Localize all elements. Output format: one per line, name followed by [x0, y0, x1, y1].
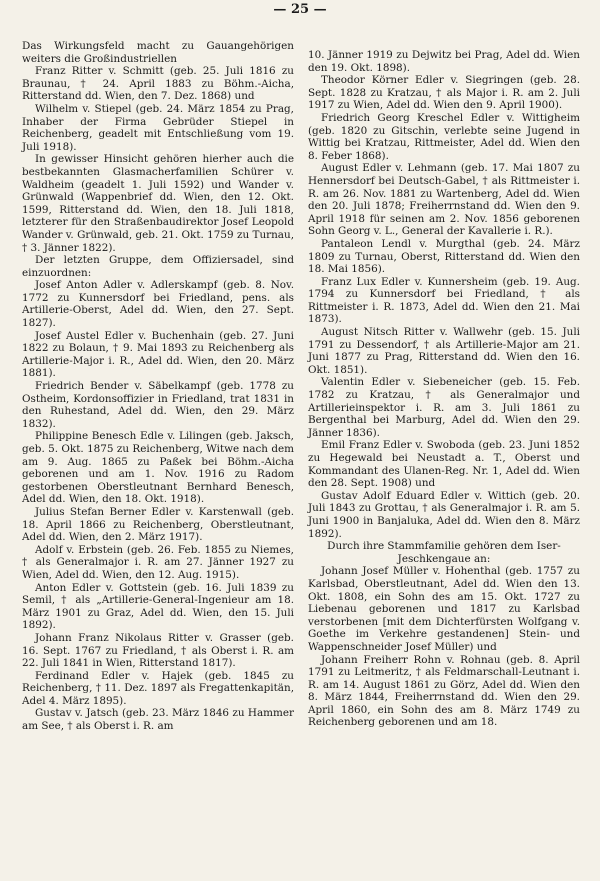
right-column	[308, 49, 580, 729]
paragraph: Friedrich Bender v. Säbelkampf (geb. 1778 zu Ostheim, Kordonsoffizier in Friedland, trat 1831 in den Ruhestand, Adel dd. Wien, den 29. März 1832).	[22, 380, 294, 430]
paragraph: Gustav v. Jatsch (geb. 23. März 1846 zu Hammer am See, † als Oberst i. R. am	[22, 707, 294, 733]
left-column	[22, 40, 294, 733]
paragraph: Anton Edler v. Gottstein (geb. 16. Juli 1839 zu Semil, † als „Artillerie-General-Ingenieur am 18. März 1901 zu Graz, Adel dd. Wien, den 15. Juli 1892).	[22, 581, 294, 632]
paragraph: 10. Jänner 1919 zu Dejwitz bei Prag, Adel dd. Wien den 19. Okt. 1898).	[308, 49, 580, 74]
paragraph: Friedrich Georg Kreschel Edler v. Wittigheim (geb. 1820 zu Gitschin, verlebte seine Jugend in Wittig bei Kratzau, Rittmeister, Adel dd. Wien den 8. Feber 1868).	[308, 111, 580, 162]
section-heading: Durch ihre Stammfamilie gehören dem Iser-Jeschkengaue an:	[327, 540, 561, 565]
paragraph: In gewisser Hinsicht gehören hierher auch die bestbekannten Glasmacherfamilien Schürer v. Waldheim (geadelt 1. Juli 1592) und Wander v. Grünwald (Wappenbrief dd. Wien, den 12. Okt. 1599, Ritterstand dd. Wien, den 18. Juli 1818, letzterer für den Straßenbaudirektor Josef Leopold Wander v. Grünwald, geb. 21. Okt. 1759 zu Turnau, † 3. Jänner 1822).	[22, 153, 294, 254]
paragraph: Philippine Benesch Edle v. Lilingen (geb. Jaksch, geb. 5. Okt. 1875 zu Reichenberg, Witwe nach dem am 9. Aug. 1865 zu Paßek bei Böhm.-Aicha geborenen und am 1. Nov. 1916 zu Radom gestorbenen Oberstleutnant Bernhard Benesch, Adel dd. Wien, den 18. Okt. 1918).	[22, 430, 294, 506]
paragraph: Wilhelm v. Stiepel (geb. 24. März 1854 zu Prag, Inhaber der Firma Gebrüder Stiepel in Reichenberg, geadelt mit Entschließung vom 19. Juli 1918).	[22, 102, 294, 153]
paragraph: Valentin Edler v. Siebeneicher (geb. 15. Feb. 1782 zu Kratzau, † als Generalmajor und Artillerieinspektor i. R. am 3. Juli 1861 zu Bergenthal bei Marburg, Adel dd. Wien den 29. Jänner 1836).	[308, 376, 580, 439]
paragraph: Das Wirkungsfeld macht zu Gauangehörigen weiters die Großindustriellen	[22, 40, 294, 65]
paragraph: Theodor Körner Edler v. Siegringen (geb. 28. Sept. 1828 zu Kratzau, † als Major i. R. am 2. Juli 1917 zu Wien, Adel dd. Wien den 9. April 1900).	[308, 74, 580, 112]
paragraph: Pantaleon Lendl v. Murgthal (geb. 24. März 1809 zu Turnau, Oberst, Ritterstand dd. Wien den 18. Mai 1856).	[308, 237, 580, 276]
paragraph: Gustav Adolf Eduard Edler v. Wittich (geb. 20. Juli 1843 zu Grottau, † als Generalmajor i. R. am 5. Juni 1900 in Banjaluka, Adel dd. Wien den 8. März 1892).	[308, 489, 580, 540]
paragraph: Johann Franz Nikolaus Ritter v. Grasser (geb. 16. Sept. 1767 zu Friedland, † als Oberst i. R. am 22. Juli 1841 in Wien, Ritterstand 1817).	[22, 631, 294, 670]
paragraph: Johann Josef Müller v. Hohenthal (geb. 1757 zu Karlsbad, Oberstleutnant, Adel dd. Wien den 13. Okt. 1808, ein Sohn des am 15. Okt. 1727 zu Liebenau geborenen und 1817 zu Karlsbad verstorbenen [mit dem Dichterfürsten Wolfgang v. Goethe im Verkehre gestandenen] Stein- und Wappenschneider Josef Müller) und	[308, 565, 580, 653]
paragraph: Johann Freiherr Rohn v. Rohnau (geb. 8. April 1791 zu Leitmeritz, † als Feldmarschall-Leutnant i. R. am 14. August 1861 zu Görz, Adel dd. Wien den 8. März 1844, Freiherrnstand dd. Wien den 29. April 1860, ein Sohn des am 8. März 1749 zu Reichenberg geborenen und am 18.	[308, 653, 580, 729]
paragraph: Franz Lux Edler v. Kunnersheim (geb. 19. Aug. 1794 zu Kunnersdorf bei Friedland, † als Rittmeister i. R. 1873, Adel dd. Wien den 21. Mai 1873).	[308, 275, 580, 326]
paragraph: Franz Ritter v. Schmitt (geb. 25. Juli 1816 zu Braunau, † 24. April 1883 zu Böhm.-Aicha, Ritterstand dd. Wien, den 7. Dez. 1868) und	[22, 65, 294, 103]
paragraph: Josef Austel Edler v. Buchenhain (geb. 27. Juni 1822 zu Bolaun, † 9. Mai 1893 zu Reichenberg als Artillerie-Major i. R., Adel dd. Wien, den 20. März 1881).	[22, 329, 294, 380]
paragraph: Josef Anton Adler v. Adlerskampf (geb. 8. Nov. 1772 zu Kunnersdorf bei Friedland, pens. als Artillerie-Oberst, Adel dd. Wien, den 27. Sept. 1827).	[22, 279, 294, 330]
paragraph: Emil Franz Edler v. Swoboda (geb. 23. Juni 1852 zu Hegewald bei Neustadt a. T., Oberst und Kommandant des Ulanen-Reg. Nr. 1, Adel dd. Wien den 28. Sept. 1908) und	[308, 439, 580, 490]
paragraph: Adolf v. Erbstein (geb. 26. Feb. 1855 zu Niemes, † als Generalmajor i. R. am 27. Jänner 1927 zu Wien, Adel dd. Wien, den 12. Aug. 1915).	[22, 543, 294, 581]
paragraph: August Edler v. Lehmann (geb. 17. Mai 1807 zu Hennersdorf bei Deutsch-Gabel, † als Rittmeister i. R. am 26. Nov. 1881 zu Wartenberg, Adel dd. Wien den 20. Juli 1878; Freiherrnstand dd. Wien den 9. April 1918 für seinen am 2. Nov. 1856 geborenen Sohn Georg v. L., General der Kavallerie i. R.).	[308, 162, 580, 238]
paragraph: August Nitsch Ritter v. Wallwehr (geb. 15. Juli 1791 zu Dessendorf, † als Artillerie-Major am 21. Juni 1877 zu Prag, Ritterstand dd. Wien den 16. Okt. 1851).	[308, 326, 580, 376]
page-number: — 25 —	[273, 2, 327, 17]
paragraph: Ferdinand Edler v. Hajek (geb. 1845 zu Reichenberg, † 11. Dez. 1897 als Fregattenkapitän, Adel 4. März 1895).	[22, 669, 294, 707]
paragraph: Der letzten Gruppe, dem Offiziersadel, sind einzuordnen:	[22, 254, 294, 279]
paragraph: Julius Stefan Berner Edler v. Karstenwall (geb. 18. April 1866 zu Reichenberg, Oberstleutnant, Adel dd. Wien, den 2. März 1917).	[22, 505, 294, 544]
